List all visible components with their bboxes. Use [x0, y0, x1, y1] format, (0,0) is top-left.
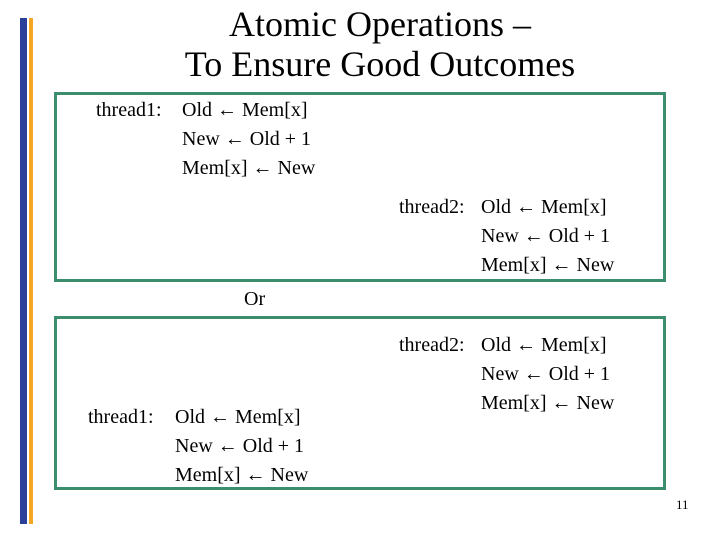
accent-bar [20, 18, 27, 524]
accent-bar-secondary [29, 18, 33, 524]
code-line: Old ← Mem[x] [182, 99, 308, 121]
box1-thread2-block [399, 193, 614, 280]
code-line: Old ← Mem[x] [481, 334, 607, 356]
code-line: Old ← Mem[x] [175, 406, 301, 428]
slide-title-line-1: Atomic Operations – [229, 4, 531, 44]
code-line: New ← Old + 1 [481, 363, 611, 385]
thread-label: thread1: [96, 99, 162, 121]
box2-thread1-block [88, 403, 308, 490]
box1-thread1-block [96, 96, 315, 183]
code-line: Old ← Mem[x] [481, 196, 607, 218]
code-line: New ← Old + 1 [481, 225, 611, 247]
code-line: Mem[x] ← New [481, 254, 615, 276]
code-line: Mem[x] ← New [481, 392, 615, 414]
slide-title-line-2: To Ensure Good Outcomes [184, 44, 576, 84]
code-line: New ← Old + 1 [182, 128, 312, 150]
code-line: Mem[x] ← New [182, 157, 316, 179]
thread-label: thread2: [399, 196, 465, 218]
thread-label: thread2: [399, 334, 465, 356]
code-line: New ← Old + 1 [175, 435, 305, 457]
box2-thread2-block [399, 331, 614, 418]
slide-title [60, 4, 700, 84]
thread-label: thread1: [88, 406, 154, 428]
or-label: Or [244, 288, 266, 310]
page-number: 11 [676, 497, 689, 512]
code-line: Mem[x] ← New [175, 464, 309, 486]
